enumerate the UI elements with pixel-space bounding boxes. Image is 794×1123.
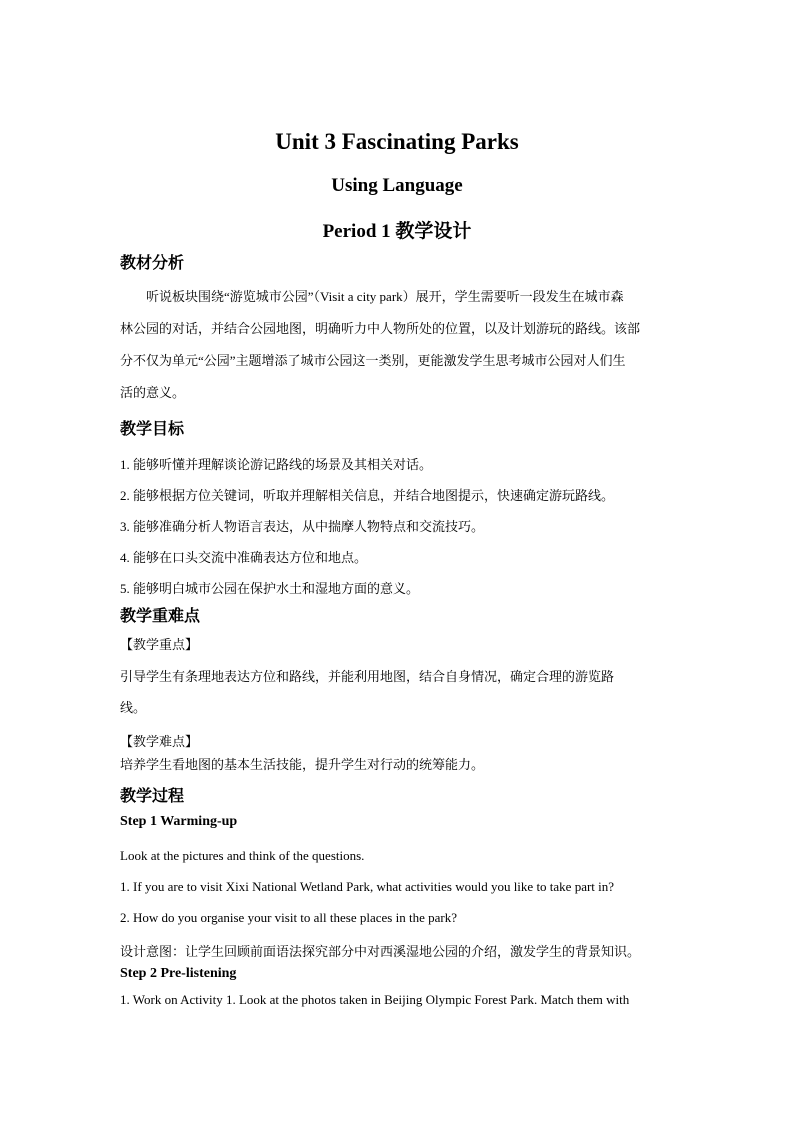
section-heading-objectives: 教学目标 [120,421,185,438]
document-subtitle: Using Language [331,175,463,196]
section-heading-process: 教学过程 [120,788,185,805]
difficulty-label: 【教学难点】 [120,734,199,749]
step1-question-1: 1. If you are to visit Xixi National Wetland Park, what activities would you like to take part in? [120,879,615,894]
step1-question-2: 2. How do you organise your visit to all these places in the park? [120,910,457,925]
analysis-line-3: 分不仅为单元“公园”主题增添了城市公园这一类别，更能激发学生思考城市公园对人们生 [120,353,626,368]
focus-line-1: 引导学生有条理地表达方位和路线，并能利用地图，结合自身情况，确定合理的游览路 [120,669,615,684]
focus-line-2: 线。 [120,700,147,715]
section-heading-key-points: 教学重难点 [120,608,201,625]
document-title: Unit 3 Fascinating Parks [275,129,519,154]
step2-line-1: 1. Work on Activity 1. Look at the photos taken in Beijing Olympic Forest Park. Match them with [120,992,630,1007]
difficulty-text: 培养学生看地图的基本生活技能，提升学生对行动的统筹能力。 [120,757,485,772]
step2-title: Step 2 Pre-listening [120,966,237,981]
analysis-line-4: 活的意义。 [120,385,186,400]
objective-item-5: 5. 能够明白城市公园在保护水土和湿地方面的意义。 [120,581,420,596]
objective-item-1: 1. 能够听懂并理解谈论游记路线的场景及其相关对话。 [120,457,433,472]
analysis-line-2: 林公园的对话，并结合公园地图，明确听力中人物所处的位置，以及计划游玩的路线。该部 [120,321,641,336]
step1-design-intent: 设计意图：让学生回顾前面语法探究部分中对西溪湿地公园的介绍，激发学生的背景知识。 [120,944,641,959]
focus-label: 【教学重点】 [120,637,199,652]
step1-intro: Look at the pictures and think of the questions. [120,848,365,863]
objective-item-2: 2. 能够根据方位关键词，听取并理解相关信息，并结合地图提示，快速确定游玩路线。 [120,488,615,503]
step1-title: Step 1 Warming-up [120,814,238,829]
objective-item-3: 3. 能够准确分析人物语言表达，从中揣摩人物特点和交流技巧。 [120,519,485,534]
period-title: Period 1 教学设计 [322,221,472,242]
objective-item-4: 4. 能够在口头交流中准确表达方位和地点。 [120,550,368,565]
analysis-line-1: 听说板块围绕“游览城市公园”（Visit a city park）展开，学生需要听一段发生在城市森 [146,289,624,304]
section-heading-analysis: 教材分析 [120,255,185,272]
